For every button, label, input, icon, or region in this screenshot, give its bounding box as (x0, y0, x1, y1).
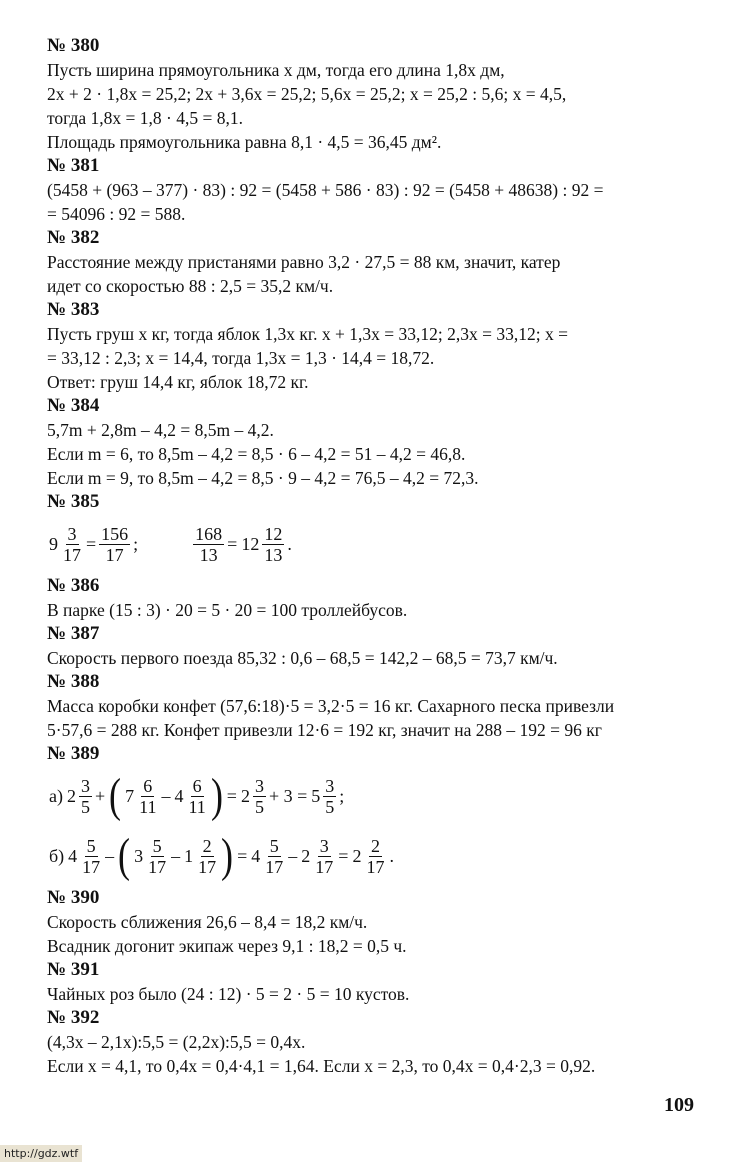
fraction: $\frac{12}{13}$ (264, 523, 283, 565)
part-label: а) (49, 785, 63, 806)
p383-line-2: = 33,12 : 2,3; x = 14,4, тогда 1,3x = 1,3 · 14,4 = 18,72. (47, 348, 435, 368)
site-watermark[interactable]: http://gdz.wtf (0, 1145, 82, 1162)
mixed-whole: 12 (241, 533, 260, 554)
problem-number-391: № 391 (47, 959, 100, 980)
part-label: б) (49, 845, 65, 866)
p389-part-a (47, 766, 707, 826)
semicolon: ; (133, 533, 139, 554)
problem-number-390: № 390 (47, 887, 100, 908)
p388-line-1: Масса коробки конфет (57,6:18)·5 = 3,2·5 = 16 кг. Сахарного песка привезли (47, 696, 615, 716)
minus-sign: – (171, 845, 181, 866)
p392-line-1: (4,3x – 2,1x):5,5 = (2,2x):5,5 = 0,4x. (47, 1032, 306, 1052)
p392-line-2: Если x = 4,1, то 0,4x = 0,4·4,1 = 1,64. Если x = 2,3, то 0,4x = 0,4·2,3 = 0,92. (47, 1056, 596, 1076)
p383-line-1: Пусть груш x кг, тогда яблок 1,3x кг. x + 1,3x = 33,12; 2,3x = 33,12; x = (47, 324, 568, 344)
equals-sign: = (237, 845, 248, 866)
right-paren: ) (221, 829, 234, 882)
mixed-whole: 4 (174, 785, 184, 806)
problem-number-381: № 381 (47, 155, 100, 176)
mixed-whole: 1 (184, 845, 194, 866)
mixed-whole: 2 (66, 785, 76, 806)
fraction: $\frac{156}{17}$ (101, 523, 129, 565)
p384-line-1: 5,7m + 2,8m – 4,2 = 8,5m – 4,2. (47, 420, 274, 440)
fraction: $\frac{5}{17}$ (148, 835, 167, 877)
solutions-page (47, 34, 707, 1078)
p382-line-2: идет со скоростью 88 : 2,5 = 35,2 км/ч. (47, 276, 334, 296)
problem-number-386: № 386 (47, 575, 100, 596)
p386-line-1: В парке (15 : 3) · 20 = 5 · 20 = 100 троллейбусов. (47, 600, 408, 620)
problem-number-389: № 389 (47, 743, 100, 764)
problem-number-383: № 383 (47, 299, 100, 320)
p380-line-2: 2x + 2 · 1,8x = 25,2; 2x + 3,6x = 25,2; 5,6x = 25,2; x = 25,2 : 5,6; x = 4,5, (47, 84, 567, 104)
problem-number-380: № 380 (47, 35, 100, 56)
page-number: 109 (664, 1094, 694, 1116)
p381-line-2: = 54096 : 92 = 588. (47, 204, 186, 224)
fraction: $\frac{2}{17}$ (198, 835, 217, 877)
problem-number-384: № 384 (47, 395, 100, 416)
mixed-whole: 2 (240, 785, 250, 806)
equals-sign: = (227, 533, 238, 554)
fraction: $\frac{3}{5}$ (325, 775, 335, 817)
p384-line-2: Если m = 6, то 8,5m – 4,2 = 8,5 · 6 – 4,2 = 51 – 4,2 = 46,8. (47, 444, 466, 464)
p388-line-2: 5·57,6 = 288 кг. Конфет привезли 12·6 = 192 кг, значит на 288 – 192 = 96 кг (47, 720, 602, 740)
left-paren: ( (109, 769, 122, 822)
mixed-whole: 3 (134, 845, 144, 866)
right-paren: ) (210, 769, 223, 822)
problem-number-385: № 385 (47, 491, 100, 512)
problem-number-388: № 388 (47, 671, 100, 692)
p390-line-2: Всадник догонит экипаж через 9,1 : 18,2 = 0,5 ч. (47, 936, 407, 956)
left-paren: ( (118, 829, 131, 882)
p380-line-3: тогда 1,8x = 1,8 · 4,5 = 8,1. (47, 108, 243, 128)
problem-number-392: № 392 (47, 1007, 100, 1028)
p380-line-1: Пусть ширина прямоугольника x дм, тогда его длина 1,8x дм, (47, 60, 505, 80)
p384-line-3: Если m = 9, то 8,5m – 4,2 = 8,5 · 9 – 4,2 = 76,5 – 4,2 = 72,3. (47, 468, 479, 488)
equals-sign: = (86, 533, 97, 554)
semicolon: ; (339, 785, 345, 806)
p389-part-b (47, 826, 707, 886)
fraction: $\frac{6}{11}$ (188, 775, 206, 817)
fraction: $\frac{5}{17}$ (265, 835, 284, 877)
equals-sign: = (226, 785, 237, 806)
fraction: $\frac{3}{17}$ (63, 523, 81, 565)
plus-sign: + (94, 785, 106, 806)
p390-line-1: Скорость сближения 26,6 – 8,4 = 18,2 км/ч. (47, 912, 368, 932)
problem-number-382: № 382 (47, 227, 100, 248)
mixed-whole: 7 (125, 785, 135, 806)
mixed-whole: 4 (251, 845, 261, 866)
p382-line-1: Расстояние между пристанями равно 3,2 · 27,5 = 88 км, значит, катер (47, 252, 561, 272)
p381-line-1: (5458 + (963 – 377) · 83) : 92 = (5458 + 586 · 83) : 92 = (5458 + 48638) : 92 = (47, 180, 604, 200)
problem-number-387: № 387 (47, 623, 100, 644)
mixed-whole: 4 (68, 845, 78, 866)
equals-sign: = (338, 845, 349, 866)
operator: + 3 = (268, 785, 308, 806)
mixed-whole: 2 (301, 845, 311, 866)
fraction: $\frac{3}{17}$ (315, 835, 334, 877)
fraction: $\frac{3}{5}$ (254, 775, 264, 817)
mixed-whole: 2 (352, 845, 362, 866)
minus-sign: – (161, 785, 171, 806)
period: . (287, 533, 292, 554)
p391-line-1: Чайных роз было (24 : 12) · 5 = 2 · 5 = 10 кустов. (47, 984, 410, 1004)
fraction: $\frac{3}{5}$ (80, 775, 90, 817)
fraction: $\frac{5}{17}$ (82, 835, 101, 877)
minus-sign: – (105, 845, 115, 866)
fraction: $\frac{168}{13}$ (195, 523, 223, 565)
p385-fractions (47, 514, 707, 574)
fraction: $\frac{6}{11}$ (139, 775, 157, 817)
p380-line-4: Площадь прямоугольника равна 8,1 · 4,5 = 36,45 дм². (47, 132, 442, 152)
p387-line-1: Скорость первого поезда 85,32 : 0,6 – 68,5 = 142,2 – 68,5 = 73,7 км/ч. (47, 648, 558, 668)
p383-line-3: Ответ: груш 14,4 кг, яблок 18,72 кг. (47, 372, 309, 392)
minus-sign: – (288, 845, 298, 866)
mixed-whole: 5 (311, 785, 321, 806)
fraction: $\frac{2}{17}$ (366, 835, 385, 877)
period: . (389, 845, 394, 866)
mixed-whole: 9 (49, 533, 58, 554)
